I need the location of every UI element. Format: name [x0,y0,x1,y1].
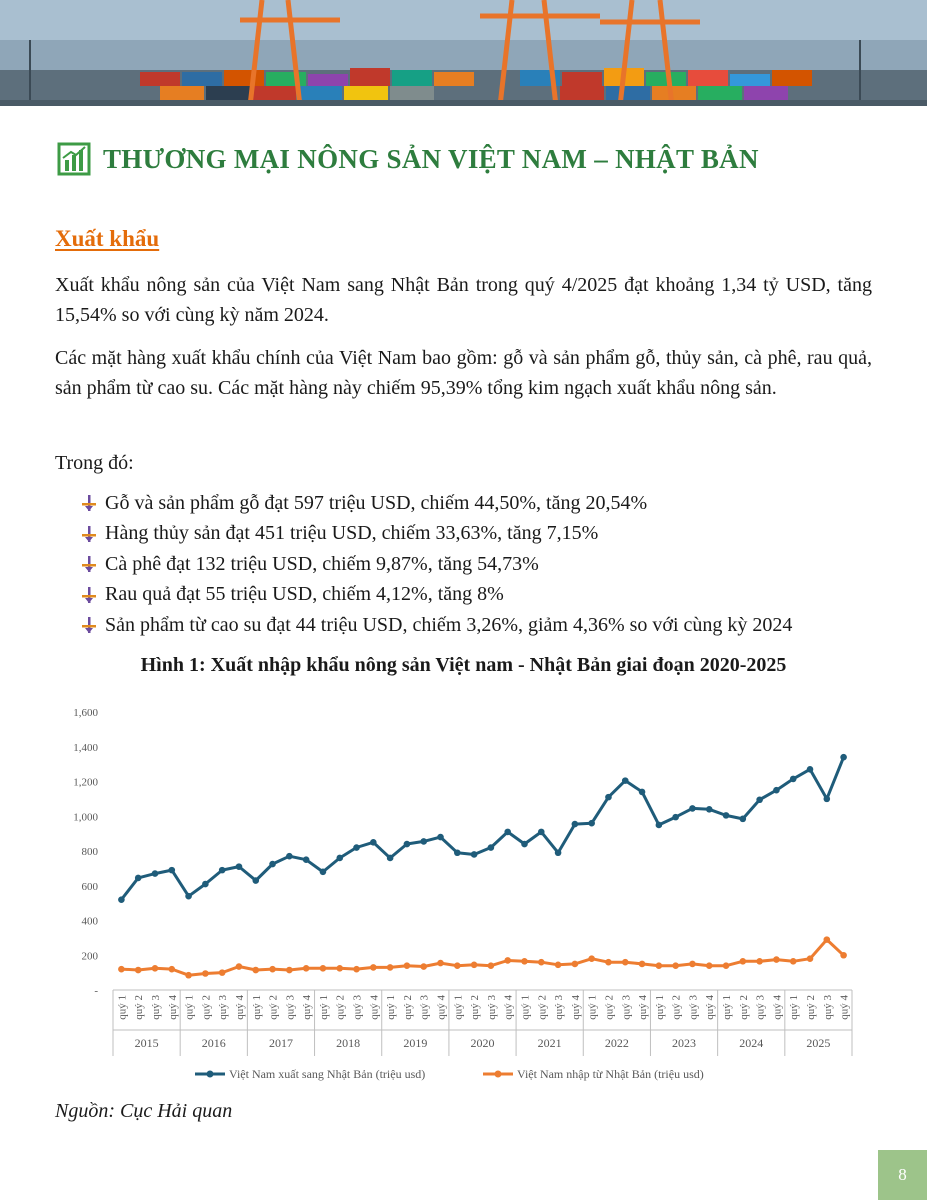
x-tick-label-year: 2016 [201,1036,226,1050]
x-tick-label-quarter: quý 1 [317,995,330,1020]
data-point-series-0 [723,812,730,819]
data-point-series-1 [454,962,461,969]
y-tick-label: 1,600 [73,707,98,719]
series-line-0 [121,757,843,899]
data-point-series-0 [572,821,579,828]
data-point-series-0 [202,881,209,888]
x-tick-label-quarter: quý 1 [788,995,801,1020]
data-point-series-0 [420,838,427,845]
data-point-series-1 [185,972,192,979]
paragraph-main-products: Các mặt hàng xuất khẩu chính của Việt Nam bao gồm: gỗ và sản phẩm gỗ, thủy sản, cà phê, rau quả, sản phẩm từ cao su. Các mặt hàng này chiếm 95,39% tổng kim ngạch xuất khẩu nông sản. [55,347,872,399]
data-point-series-0 [588,820,595,827]
legend-marker-1 [495,1071,502,1078]
paragraph-export-summary: Xuất khẩu nông sản của Việt Nam sang Nhật Bản trong quý 4/2025 đạt khoảng 1,34 tỷ USD, tăng 15,54% so với cùng kỳ năm 2024. [55,274,872,326]
data-point-series-1 [605,959,612,966]
data-point-series-0 [740,816,747,823]
x-tick-label-quarter: quý 2 [737,995,750,1020]
arrow-bullet-icon [82,556,96,572]
data-point-series-1 [168,966,175,973]
data-point-series-0 [790,776,797,783]
data-point-series-1 [588,955,595,962]
data-point-series-0 [454,849,461,856]
data-point-series-1 [740,958,747,965]
y-tick-label: - [94,985,98,997]
x-tick-label-quarter: quý 2 [200,995,213,1020]
data-point-series-1 [219,969,226,976]
bullet-text: Rau quả đạt 55 triệu USD, chiếm 4,12%, tăng 8% [105,583,504,606]
data-point-series-0 [269,861,276,868]
list-item [82,580,792,611]
section-title-row [57,142,759,176]
data-point-series-1 [706,962,713,969]
x-tick-label-quarter: quý 1 [653,995,666,1020]
x-tick-label-quarter: quý 2 [670,995,683,1020]
data-point-series-1 [152,965,159,972]
data-point-series-1 [387,964,394,971]
data-point-series-0 [118,896,125,903]
y-tick-label: 1,400 [73,741,98,754]
data-point-series-0 [756,796,763,803]
data-point-series-1 [622,959,629,966]
data-point-series-0 [303,856,310,863]
data-point-series-0 [219,867,226,874]
data-point-series-1 [555,962,562,969]
data-point-series-0 [370,839,377,846]
data-point-series-0 [504,829,511,836]
data-point-series-1 [118,966,125,973]
x-tick-label-quarter: quý 3 [754,995,767,1020]
data-point-series-1 [790,958,797,965]
x-tick-label-year: 2017 [268,1036,293,1050]
x-tick-label-quarter: quý 1 [586,995,599,1020]
data-point-series-0 [135,875,142,882]
x-tick-label-quarter: quý 2 [401,995,414,1020]
data-point-series-1 [370,964,377,971]
data-point-series-1 [202,970,209,977]
data-point-series-1 [538,959,545,966]
legend-label-0: Việt Nam xuất sang Nhật Bản (triệu usd) [229,1067,426,1081]
header-banner-image [0,0,927,106]
figure-caption: Hình 1: Xuất nhập khẩu nông sản Việt nam - Nhật Bản giai đoạn 2020-2025 [140,654,787,676]
data-point-series-1 [807,955,814,962]
x-tick-label-quarter: quý 4 [637,995,650,1020]
data-point-series-1 [320,965,327,972]
data-point-series-1 [504,957,511,964]
data-point-series-0 [320,869,327,876]
x-tick-label-year: 2021 [537,1036,562,1050]
data-point-series-1 [437,960,444,967]
arrow-bullet-icon [82,526,96,542]
x-tick-label-quarter: quý 2 [334,995,347,1020]
data-point-series-0 [404,841,411,848]
data-point-series-1 [488,962,495,969]
data-point-series-0 [353,844,360,851]
data-point-series-0 [236,863,243,870]
data-point-series-0 [605,794,612,801]
arrow-bullet-icon [82,617,96,633]
bullet-text: Sản phẩm từ cao su đạt 44 triệu USD, chiếm 3,26%, giảm 4,36% so với cùng kỳ 2024 [105,613,793,636]
x-tick-label-quarter: quý 4 [301,995,314,1020]
x-tick-label-quarter: quý 3 [620,995,633,1020]
x-tick-label-quarter: quý 1 [452,995,465,1020]
data-point-series-0 [437,834,444,841]
x-tick-label-quarter: quý 3 [217,995,230,1020]
x-tick-label-quarter: quý 4 [704,995,717,1020]
data-point-series-1 [286,967,293,974]
data-point-series-0 [387,855,394,862]
x-tick-label-quarter: quý 4 [771,995,784,1020]
port-photo [0,0,927,106]
arrow-bullet-icon [82,495,96,511]
list-item [82,519,792,550]
x-tick-label-quarter: quý 2 [133,995,146,1020]
data-point-series-1 [303,965,310,972]
x-tick-label-quarter: quý 3 [485,995,498,1020]
data-point-series-1 [689,961,696,968]
x-tick-label-year: 2019 [403,1036,428,1050]
page-title: THƯƠNG MẠI NÔNG SẢN VIỆT NAM – NHẬT BẢN [103,143,759,174]
data-point-series-1 [572,961,579,968]
data-point-series-0 [538,829,545,836]
data-point-series-0 [521,841,528,848]
data-point-series-0 [555,849,562,856]
data-point-series-0 [622,777,629,784]
x-tick-label-quarter: quý 3 [418,995,431,1020]
x-tick-label-quarter: quý 2 [805,995,818,1020]
x-tick-label-quarter: quý 4 [166,995,179,1020]
data-point-series-0 [672,814,679,821]
data-point-series-1 [336,965,343,972]
data-point-series-0 [706,806,713,813]
x-tick-label-quarter: quý 4 [368,995,381,1020]
data-point-series-1 [639,961,646,968]
data-point-series-0 [286,853,293,860]
section-heading-export: Xuất khẩu [55,226,160,251]
data-point-series-0 [471,851,478,858]
data-point-series-1 [353,966,360,973]
x-tick-label-year: 2018 [336,1036,361,1050]
x-tick-label-year: 2025 [806,1036,831,1050]
y-tick-label: 600 [81,880,98,893]
data-point-series-1 [404,962,411,969]
x-tick-label-quarter: quý 4 [435,995,448,1020]
paragraph-intro: Trong đó: [55,452,134,474]
data-point-series-0 [488,844,495,851]
data-point-series-1 [471,962,478,969]
data-point-series-0 [824,796,831,803]
legend-label-1: Việt Nam nhập từ Nhật Bản (triệu usd) [517,1067,704,1081]
data-point-series-1 [420,963,427,970]
x-tick-label-quarter: quý 1 [385,995,398,1020]
page-number-badge: 8 [878,1150,927,1200]
data-point-series-1 [756,958,763,965]
x-tick-label-quarter: quý 4 [233,995,246,1020]
bullet-text: Hàng thủy sản đạt 451 triệu USD, chiếm 33,63%, tăng 7,15% [105,522,599,545]
x-tick-label-year: 2015 [134,1036,159,1050]
data-point-series-1 [656,962,663,969]
y-tick-label: 400 [81,915,98,928]
data-point-series-1 [824,936,831,943]
x-tick-label-quarter: quý 2 [469,995,482,1020]
arrow-bullet-icon [82,587,96,603]
x-tick-label-quarter: quý 1 [183,995,196,1020]
data-point-series-0 [252,877,259,884]
data-point-series-1 [773,956,780,963]
x-tick-label-quarter: quý 3 [351,995,364,1020]
x-tick-label-quarter: quý 2 [536,995,549,1020]
data-point-series-1 [723,962,730,969]
x-tick-label-year: 2024 [739,1036,764,1050]
data-point-series-0 [168,867,175,874]
product-bullet-list [82,488,792,641]
x-tick-label-quarter: quý 2 [603,995,616,1020]
legend-marker-0 [207,1071,214,1078]
y-tick-label: 800 [81,846,98,858]
data-point-series-0 [185,893,192,900]
data-point-series-0 [807,766,814,773]
data-point-series-0 [152,870,159,877]
x-tick-label-quarter: quý 2 [267,995,280,1020]
x-tick-label-quarter: quý 3 [687,995,700,1020]
x-tick-label-quarter: quý 3 [149,995,162,1020]
list-item [82,488,792,519]
trade-line-chart [40,695,880,1095]
series-line-1 [121,940,843,976]
data-point-series-0 [336,855,343,862]
source-note: Nguồn: Cục Hải quan [55,1100,233,1122]
x-tick-label-quarter: quý 1 [721,995,734,1020]
data-point-series-0 [639,789,646,796]
data-point-series-1 [840,952,847,959]
x-tick-label-quarter: quý 3 [284,995,297,1020]
data-point-series-1 [672,962,679,969]
data-point-series-0 [840,754,847,761]
list-item [82,549,792,580]
data-point-series-0 [656,822,663,829]
x-tick-label-quarter: quý 1 [116,995,129,1020]
data-point-series-0 [689,805,696,812]
bullet-text: Gỗ và sản phẩm gỗ đạt 597 triệu USD, chiếm 44,50%, tăng 20,54% [105,491,648,514]
x-tick-label-year: 2022 [604,1036,629,1050]
bullet-text: Cà phê đạt 132 triệu USD, chiếm 9,87%, tăng 54,73% [105,552,539,575]
data-point-series-1 [252,967,259,974]
y-tick-label: 200 [81,950,98,963]
x-tick-label-quarter: quý 4 [502,995,515,1020]
x-tick-label-quarter: quý 4 [569,995,582,1020]
x-tick-label-year: 2020 [470,1036,495,1050]
x-tick-label-quarter: quý 4 [838,995,851,1020]
list-item [82,610,792,641]
data-point-series-1 [521,958,528,965]
data-point-series-0 [773,787,780,794]
x-tick-label-quarter: quý 1 [519,995,532,1020]
x-tick-label-quarter: quý 3 [821,995,834,1020]
x-tick-label-quarter: quý 3 [553,995,566,1020]
y-tick-label: 1,000 [73,811,98,824]
bar-chart-icon [57,142,91,176]
y-tick-label: 1,200 [73,776,98,789]
data-point-series-1 [236,963,243,970]
data-point-series-1 [135,967,142,974]
data-point-series-1 [269,966,276,973]
x-tick-label-year: 2023 [672,1036,697,1050]
x-tick-label-quarter: quý 1 [250,995,263,1020]
